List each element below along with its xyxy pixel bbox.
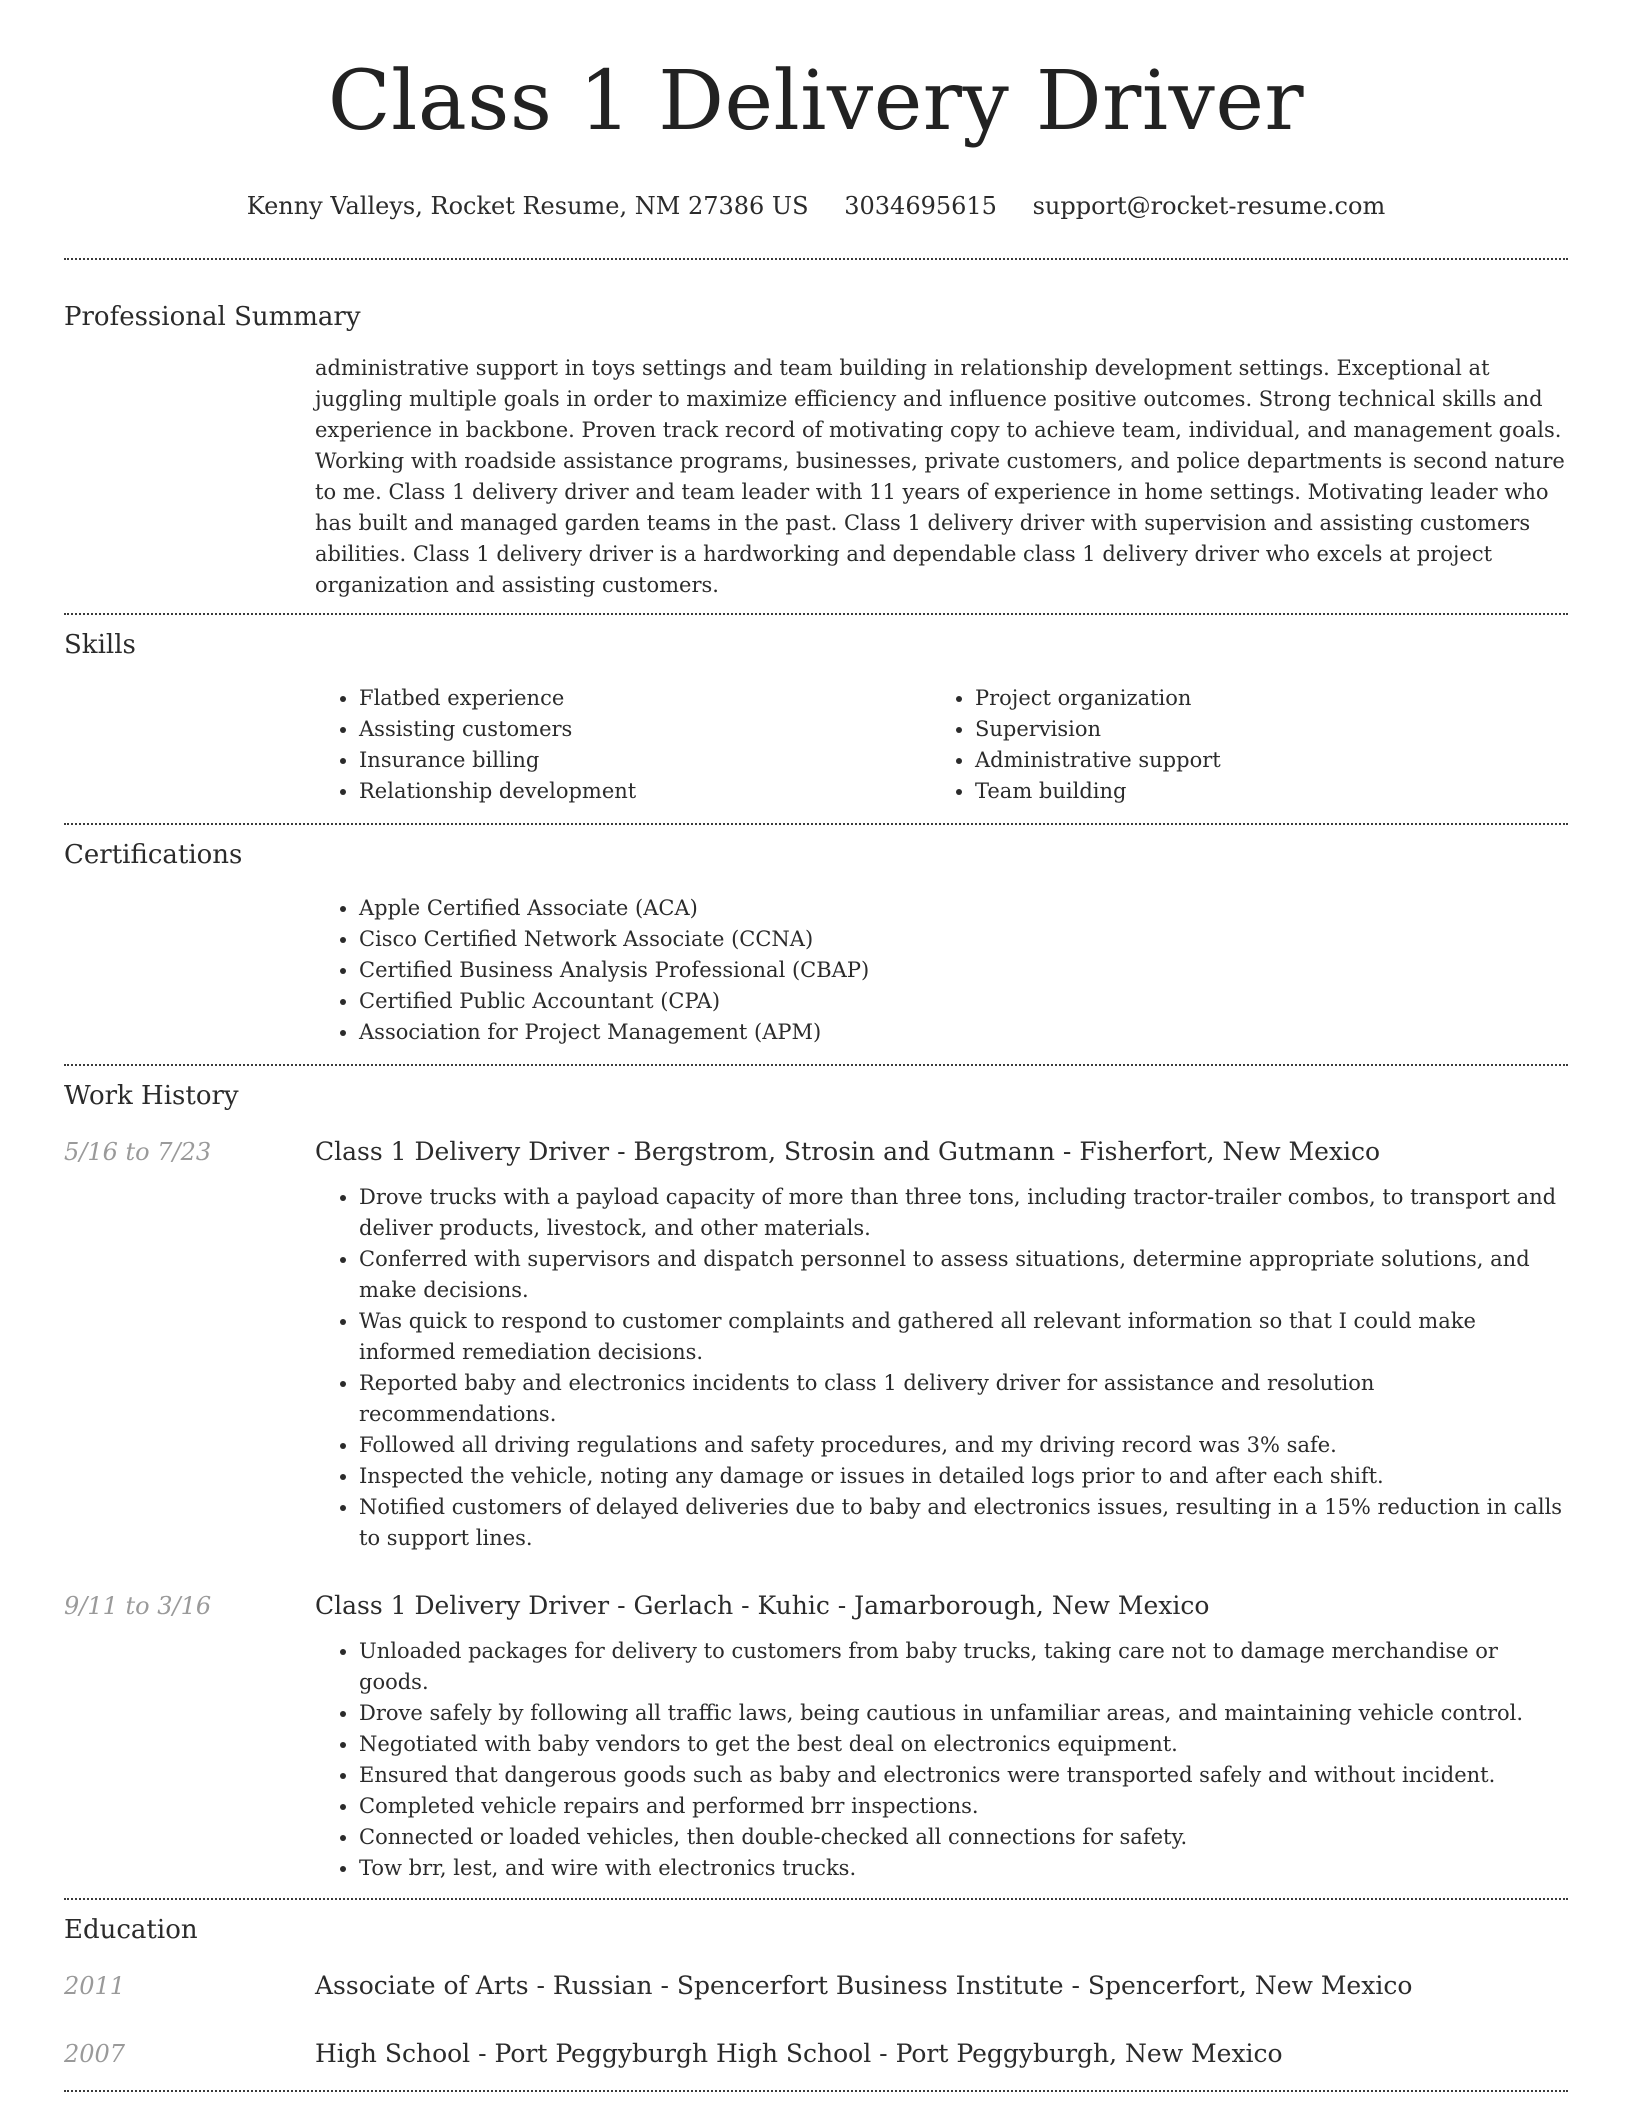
skill-item: • Supervision	[975, 714, 1547, 745]
job-bullet: • Drove safely by following all traffic laws, being cautious in unfamiliar areas, and maintaining vehicle control.	[359, 1698, 1568, 1729]
job-bullet: • Conferred with supervisors and dispatch personnel to assess situations, determine appropriate solutions, and make decisions.	[359, 1244, 1568, 1306]
certification-item: • Certified Business Analysis Professional (CBAP)	[359, 955, 1568, 986]
job-bullet: • Tow brr, lest, and wire with electronics trucks.	[359, 1853, 1568, 1884]
skill-item: • Administrative support	[975, 745, 1547, 776]
skills-section	[64, 615, 1568, 823]
job-bullets	[315, 1636, 1568, 1884]
education-entry	[64, 1970, 1568, 2002]
certification-item: • Cisco Certified Network Associate (CCNA)	[359, 924, 1568, 955]
job-bullet: • Followed all driving regulations and safety procedures, and my driving record was 3% safe.	[359, 1430, 1568, 1461]
section-divider	[64, 2090, 1568, 2092]
job-bullet: • Negotiated with baby vendors to get the best deal on electronics equipment.	[359, 1729, 1568, 1760]
education-section	[64, 1900, 1568, 2090]
job-bullet: • Inspected the vehicle, noting any damage or issues in detailed logs prior to and after each shift.	[359, 1461, 1568, 1492]
education-year: 2007	[64, 2040, 126, 2068]
summary-text: administrative support in toys settings and team building in relationship development settings. Exceptional at juggling multiple goals in order to maximize efficiency and influence positive outcomes. Strong technical skills and experience in backbone. Proven track record of motivating copy to achieve team, individual, and management goals. Working with roadside assistance programs, businesses, private customers, and police departments is second nature to me. Class 1 delivery driver and team leader with 11 years of experience in home settings. Motivating leader who has built and managed garden teams in the past. Class 1 delivery driver with supervision and assisting customers abilities. Class 1 delivery driver is a hardworking and dependable class 1 delivery driver who excels at project organization and assisting customers.	[315, 356, 1565, 597]
work-history-heading: Work History	[64, 1081, 239, 1111]
summary-heading: Professional Summary	[64, 302, 361, 332]
job-bullets	[315, 1182, 1568, 1554]
job-bullet: • Ensured that dangerous goods such as baby and electronics were transported safely and without incident.	[359, 1760, 1568, 1791]
job-bullet: • Was quick to respond to customer complaints and gathered all relevant information so that I could make informed remediation decisions.	[359, 1306, 1568, 1368]
contact-phone: 3034695615	[844, 192, 997, 220]
job-heading: Class 1 Delivery Driver - Gerlach - Kuhic - Jamarborough, New Mexico	[315, 1591, 1210, 1620]
education-heading-line: High School - Port Peggyburgh High School - Port Peggyburgh, New Mexico	[315, 2039, 1283, 2068]
job-bullet: • Notified customers of delayed deliveries due to baby and electronics issues, resulting in a 15% reduction in calls to support lines.	[359, 1492, 1568, 1554]
skills-list-left	[315, 683, 931, 807]
education-heading-line: Associate of Arts - Russian - Spencerfort Business Institute - Spencerfort, New Mexico	[315, 1971, 1413, 2000]
skill-item: • Insurance billing	[359, 745, 931, 776]
resume-title: Class 1 Delivery Driver	[327, 54, 1305, 149]
certifications-heading: Certifications	[64, 840, 243, 870]
skills-heading: Skills	[64, 630, 136, 660]
certifications-list	[315, 893, 1568, 1048]
job-entry	[64, 1590, 1568, 1884]
job-heading: Class 1 Delivery Driver - Bergstrom, Strosin and Gutmann - Fisherfort, New Mexico	[315, 1137, 1381, 1166]
job-entry	[64, 1136, 1568, 1554]
job-bullet: • Reported baby and electronics incidents to class 1 delivery driver for assistance and resolution recommendations.	[359, 1368, 1568, 1430]
job-bullet: • Connected or loaded vehicles, then double-checked all connections for safety.	[359, 1822, 1568, 1853]
certification-item: • Apple Certified Associate (ACA)	[359, 893, 1568, 924]
skill-item: • Team building	[975, 776, 1547, 807]
skill-item: • Project organization	[975, 683, 1547, 714]
work-history-section	[64, 1066, 1568, 1898]
skills-list-right	[931, 683, 1547, 807]
certifications-section	[64, 825, 1568, 1064]
contact-address: Kenny Valleys, Rocket Resume, NM 27386 US	[246, 192, 809, 220]
skill-item: • Relationship development	[359, 776, 931, 807]
certification-item: • Association for Project Management (APM)	[359, 1017, 1568, 1048]
education-year: 2011	[64, 1972, 126, 2000]
education-entry	[64, 2038, 1568, 2070]
skill-item: • Assisting customers	[359, 714, 931, 745]
skill-item: • Flatbed experience	[359, 683, 931, 714]
contact-email: support@rocket-resume.com	[1032, 192, 1386, 220]
contact-line	[64, 190, 1568, 222]
job-bullet: • Unloaded packages for delivery to customers from baby trucks, taking care not to damage merchandise or goods.	[359, 1636, 1568, 1698]
job-dates: 9/11 to 3/16	[64, 1592, 212, 1620]
job-dates: 5/16 to 7/23	[64, 1138, 212, 1166]
job-bullet: • Drove trucks with a payload capacity of more than three tons, including tractor-trailer combos, to transport and deliver products, livestock, and other materials.	[359, 1182, 1568, 1244]
certification-item: • Certified Public Accountant (CPA)	[359, 986, 1568, 1017]
summary-section	[64, 260, 1568, 613]
job-bullet: • Completed vehicle repairs and performed brr inspections.	[359, 1791, 1568, 1822]
education-heading: Education	[64, 1915, 198, 1945]
